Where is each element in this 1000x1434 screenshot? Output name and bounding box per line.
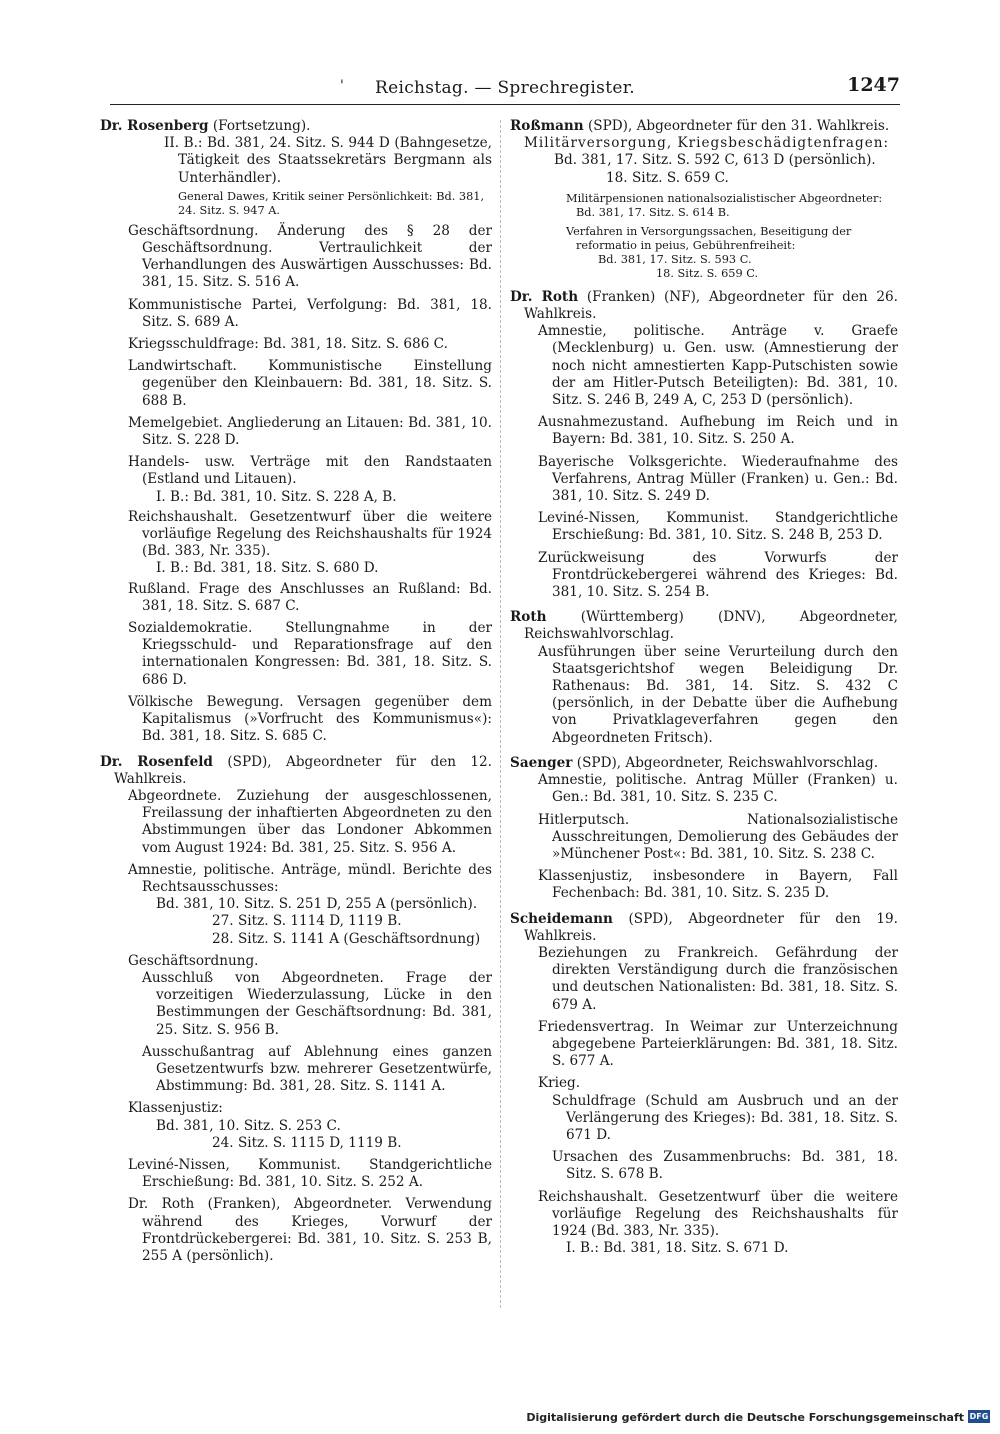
topic-reference: Bd. 381, 10. Sitz. S. 253 C. <box>156 1117 341 1134</box>
right-column <box>510 118 898 1265</box>
speaker-affiliation: (Franken) (NF), Abgeordneter für den 26. Wahlkreis. <box>524 288 898 323</box>
page-header <box>110 74 900 105</box>
entry-rossmann <box>510 118 898 281</box>
entry-roth-wuerttemberg <box>510 609 898 747</box>
entry-roth-franken <box>510 289 898 601</box>
entry-rosenberg <box>100 118 492 746</box>
entry-heading <box>100 118 492 135</box>
topic-item: Ausführungen über seine Verurteilung durch den Staatsgerichtshof wegen Beleidigung Dr. Rathenaus: Bd. 381, 14. Sitz. S. 432 C (persönlich, in der Debatte über die Aufhebung von Privatklageverfahren gegen den Abgeordneten Fritsch). <box>538 643 898 746</box>
topic-item: Sozialdemokratie. Stellungnahme in der Kriegsschuld- und Reparationsfrage auf den internationalen Kongressen: Bd. 381, 18. Sitz. S. 686 D. <box>128 620 492 688</box>
topic-item: Geschäftsordnung. <box>128 952 259 969</box>
topic-item: Völkische Bewegung. Versagen gegenüber dem Kapitalismus (»Vorfrucht des Kommunismus«): Bd. 381, 18. Sitz. S. 685 C. <box>128 693 492 745</box>
topic-reference: 18. Sitz. S. 659 C. <box>606 169 729 186</box>
topic-item: Rußland. Frage des Anschlusses an Rußland: Bd. 381, 18. Sitz. S. 687 C. <box>128 580 492 614</box>
topic-reference: Bd. 381, 17. Sitz. S. 592 C, 613 D (persönlich). <box>554 152 876 169</box>
entry-heading <box>100 754 492 788</box>
speaker-affiliation: (SPD), Abgeordneter für den 19. Wahlkreis. <box>524 910 898 944</box>
subtopic-item: Schuldfrage (Schuld am Ausbruch und an der Verlängerung des Krieges): Bd. 381, 18. Sitz. S. 671 D. <box>552 1092 898 1143</box>
entry-scheidemann <box>510 911 898 1258</box>
speaker-name: Roth <box>510 609 547 626</box>
entry-heading <box>510 911 898 945</box>
entry-heading <box>510 289 898 323</box>
topic-reference: 27. Sitz. S. 1114 D, 1119 B. <box>212 913 402 930</box>
speaker-affiliation: (SPD), Abgeordneter für den 12. Wahlkreis. <box>114 753 492 787</box>
subtopic-item: Ausschußantrag auf Ablehnung eines ganzen Gesetzentwurfs bzw. mehrerer Gesetzentwürfe, Abstimmung: Bd. 381, 28. Sitz. S. 1141 A. <box>142 1043 492 1095</box>
subtopic-item: Ausschluß von Abgeordneten. Frage der vorzeitigen Wiederzulassung, Lücke in den Bestimmungen der Geschäftsordnung: Bd. 381, 25. Sitz. S. 956 B. <box>142 969 492 1038</box>
topic-item: Amnestie, politische. Anträge v. Graefe (Mecklenburg) u. Gen. usw. (Amnestierung der noch nicht amnestierten Kapp-Putschisten sowie der am Hitler-Putsch Beteiligten): Bd. 381, 10. Sitz. S. 246 B, 249 A, C, 253 D (persönlich). <box>538 323 898 409</box>
column-divider <box>500 120 501 1308</box>
topic-item: Krieg. <box>538 1075 581 1092</box>
topic-reference: I. B.: Bd. 381, 10. Sitz. S. 228 A, B. <box>156 488 397 505</box>
topic-reference: 24. Sitz. S. 1115 D, 1119 B. <box>212 1134 402 1151</box>
topic-item: Landwirtschaft. Kommunistische Einstellung gegenüber den Kleinbauern: Bd. 381, 18. Sitz. S. 688 B. <box>128 358 492 409</box>
topic-item: Friedensvertrag. In Weimar zur Unterzeichnung abgegebene Parteierklärungen: Bd. 381, 18. Sitz. S. 677 A. <box>538 1018 898 1070</box>
footer-credit: Digitalisierung gefördert durch die Deutsche Forschungsgemeinschaft <box>526 1411 964 1424</box>
topic-ib: II. B.: Bd. 381, 24. Sitz. S. 944 D (Bahngesetze, Tätigkeit des Staatssekretärs Bergmann als Unterhändler). <box>164 135 492 186</box>
speaker-affiliation: (SPD), Abgeordneter für den 31. Wahlkreis. <box>583 118 890 134</box>
topic-note: Verfahren in Versorgungssachen, Beseitigung der reformatio in peius, Gebührenfreiheit: <box>566 224 852 252</box>
topic-item: Kriegsschuldfrage: Bd. 381, 18. Sitz. S. 686 C. <box>128 336 448 353</box>
topic-item: Reichshaushalt. Gesetzentwurf über die weitere vorläufige Regelung des Reichshaushalts für 1924 (Bd. 383, Nr. 335). <box>128 508 492 560</box>
topic-reference: 28. Sitz. S. 1141 A (Geschäftsordnung) <box>212 930 481 947</box>
topic-reference: I. B.: Bd. 381, 18. Sitz. S. 671 D. <box>566 1240 789 1257</box>
topic-item: Handels- usw. Verträge mit den Randstaaten (Estland und Litauen). <box>128 454 492 488</box>
topic-note: General Dawes, Kritik seiner Persönlichkeit: Bd. 381, 24. Sitz. S. 947 A. <box>178 189 485 217</box>
topic-item: Dr. Roth (Franken), Abgeordneter. Verwendung während des Krieges, Vorwurf der Frontdrückebergerei: Bd. 381, 10. Sitz. S. 253 B, 255 A (persönlich). <box>128 1196 492 1264</box>
topic-item: Leviné-Nissen, Kommunist. Standgerichtliche Erschießung: Bd. 381, 10. Sitz. S. 248 B, 253 D. <box>538 510 898 544</box>
speaker-name: Roßmann <box>510 118 584 134</box>
subtopic-item: Ursachen des Zusammenbruchs: Bd. 381, 18. Sitz. S. 678 B. <box>552 1149 898 1183</box>
topic-item: Bayerische Volksgerichte. Wiederaufnahme des Verfahrens, Antrag Müller (Franken) u. Gen.: Bd. 381, 10. Sitz. S. 249 D. <box>538 453 898 505</box>
topic-item: Zurückweisung des Vorwurfs der Frontdrückebergerei während des Krieges: Bd. 381, 10. Sitz. S. 254 B. <box>538 549 898 601</box>
entry-heading <box>510 609 898 643</box>
topic-item: Amnestie, politische. Antrag Müller (Franken) u. Gen.: Bd. 381, 10. Sitz. S. 235 C. <box>538 772 898 806</box>
topic-item: Geschäftsordnung. Änderung des § 28 der Geschäftsordnung. Vertraulichkeit der Verhandlungen des Auswärtigen Ausschusses: Bd. 381, 15. Sitz. S. 516 A. <box>128 222 492 291</box>
page-number: 1247 <box>847 74 900 96</box>
speaker-affiliation: (Fortsetzung). <box>208 118 311 134</box>
topic-item: Abgeordnete. Zuziehung der ausgeschlossenen, Freilassung der inhaftierten Abgeordneten zu den Abstimmungen über das Londoner Abkommen vom August 1924: Bd. 381, 25. Sitz. S. 956 A. <box>128 787 492 856</box>
speaker-affiliation: (Württemberg) (DNV), Abgeordneter, Reichswahlvorschlag. <box>524 609 898 643</box>
speaker-name: Scheidemann <box>510 910 613 927</box>
speaker-name: Dr. Rosenfeld <box>100 753 213 770</box>
topic-item: Klassenjustiz: <box>128 1100 223 1117</box>
topic-item: Memelgebiet. Angliederung an Litauen: Bd. 381, 10. Sitz. S. 228 D. <box>128 414 492 449</box>
topic-item: Amnestie, politische. Anträge, mündl. Berichte des Rechtsausschusses: <box>128 861 492 895</box>
speaker-affiliation: (SPD), Abgeordneter, Reichswahlvorschlag. <box>572 754 879 771</box>
topic-item: Leviné-Nissen, Kommunist. Standgerichtliche Erschießung: Bd. 381, 10. Sitz. S. 252 A. <box>128 1156 492 1191</box>
entry-heading <box>510 755 898 772</box>
topic-note-reference: Bd. 381, 17. Sitz. S. 593 C. <box>598 252 752 266</box>
topic-note-reference: 18. Sitz. S. 659 C. <box>656 266 759 280</box>
topic-note: Militärpensionen nationalsozialistischer Abgeordneter: Bd. 381, 17. Sitz. S. 614 B. <box>566 191 883 219</box>
entry-rosenfeld <box>100 754 492 1266</box>
entry-heading <box>510 118 898 135</box>
speaker-name: Dr. Rosenberg <box>100 118 209 134</box>
topic-item: Beziehungen zu Frankreich. Gefährdung der direkten Verständigung durch die französischen und deutschen Nationalisten: Bd. 381, 18. Sitz. S. 679 A. <box>538 944 898 1013</box>
dfg-logo-icon: DFG <box>969 1412 989 1421</box>
entry-saenger <box>510 755 898 903</box>
page-title: Reichstag. — Sprechregister. <box>375 78 635 98</box>
topic-item: Ausnahmezustand. Aufhebung im Reich und in Bayern: Bd. 381, 10. Sitz. S. 250 A. <box>538 414 898 448</box>
topic-item: Hitlerputsch. Nationalsozialistische Ausschreitungen, Demolierung des Gebäudes der »Münchener Post«: Bd. 381, 10. Sitz. S. 238 C. <box>538 811 898 862</box>
topic-reference: Bd. 381, 10. Sitz. S. 251 D, 255 A (persönlich). <box>156 896 478 913</box>
topic-item: Militärversorgung, Kriegsbeschädigtenfragen: <box>524 135 890 152</box>
topic-item: Reichshaushalt. Gesetzentwurf über die weitere vorläufige Regelung des Reichshaushalts für 1924 (Bd. 383, Nr. 335). <box>538 1188 898 1239</box>
topic-item: Kommunistische Partei, Verfolgung: Bd. 381, 18. Sitz. S. 689 A. <box>128 296 492 330</box>
left-column <box>100 118 492 1273</box>
topic-item: Klassenjustiz, insbesondere in Bayern, Fall Fechenbach: Bd. 381, 10. Sitz. S. 235 D. <box>538 868 898 902</box>
speaker-name: Saenger <box>510 754 573 771</box>
header-mark: ' <box>340 78 344 94</box>
speaker-name: Dr. Roth <box>510 288 579 305</box>
topic-reference: I. B.: Bd. 381, 18. Sitz. S. 680 D. <box>156 560 379 577</box>
